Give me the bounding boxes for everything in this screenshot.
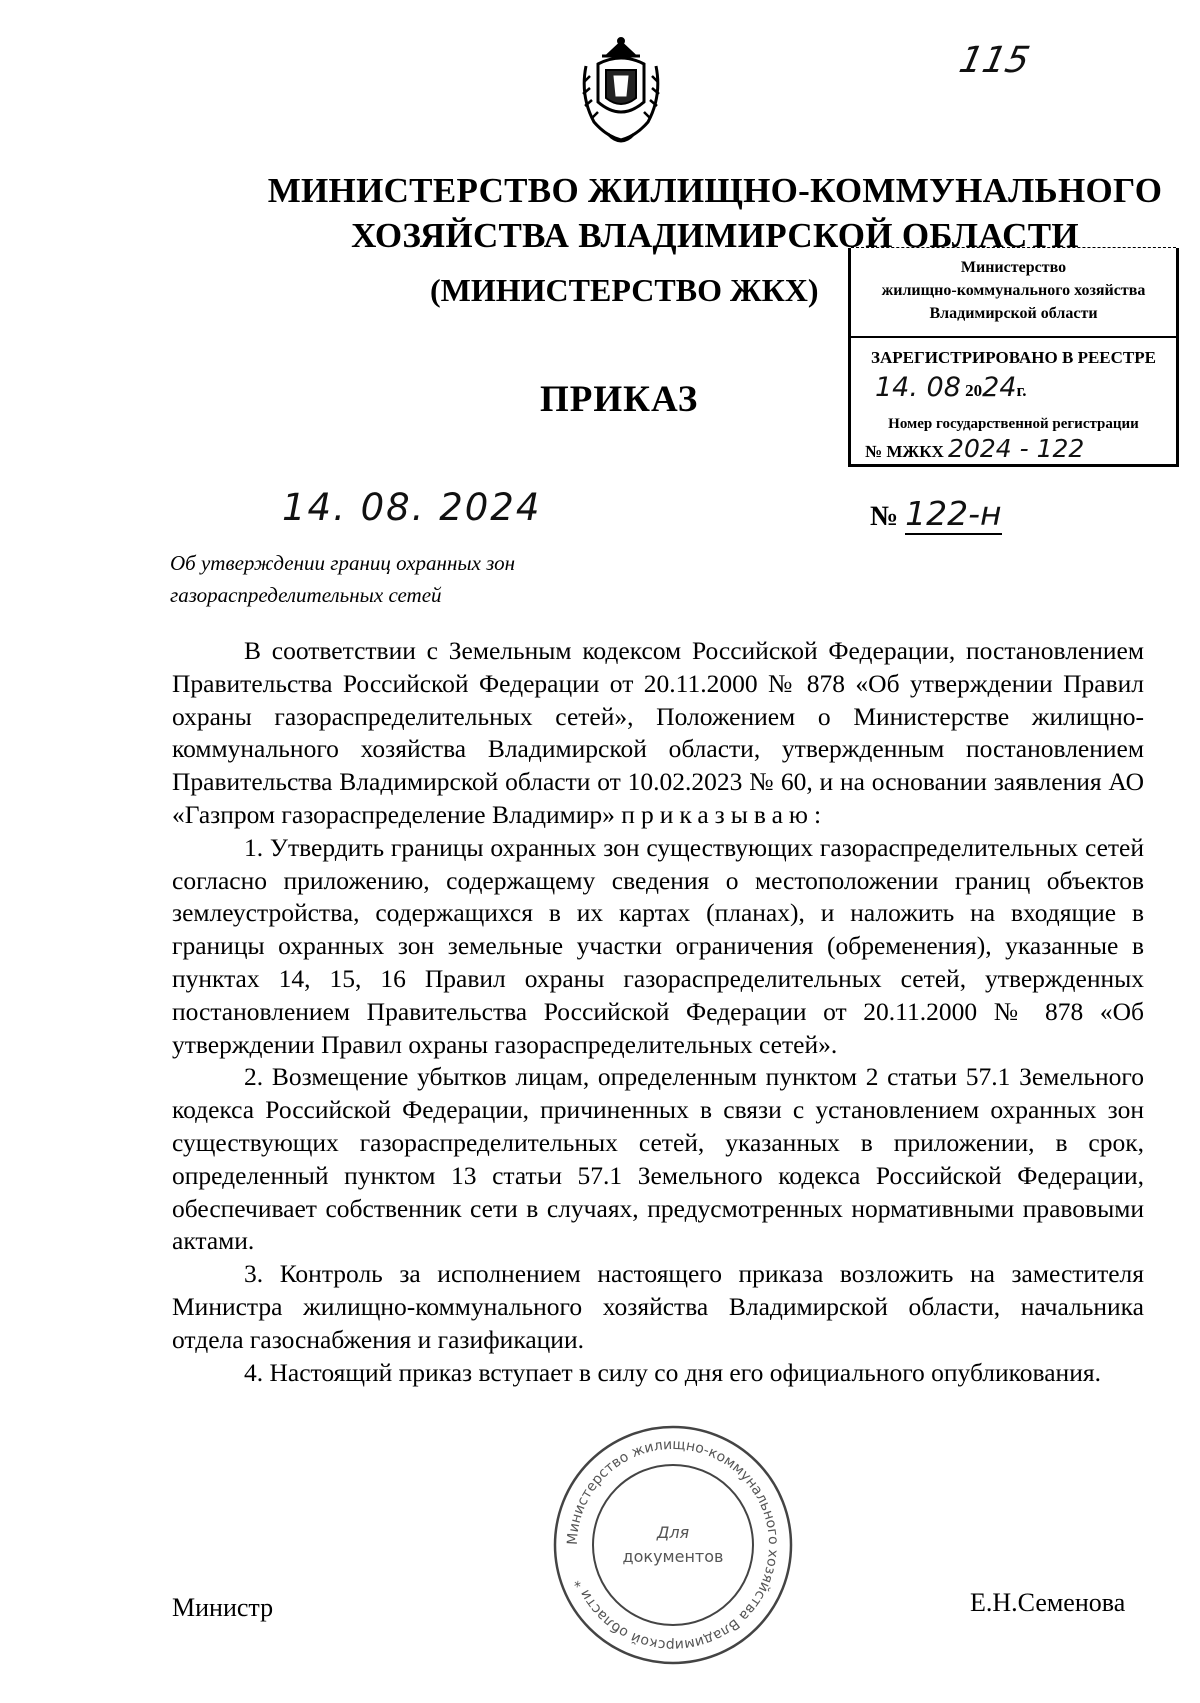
registration-date-day-month: 14. 08: [875, 372, 961, 403]
registration-org-line3: Владимирской области: [929, 305, 1098, 322]
ministry-name-line2: ХОЗЯЙСТВА ВЛАДИМИРСКОЙ ОБЛАСТИ: [351, 216, 1079, 255]
stamp-center-line2: документов: [622, 1547, 724, 1566]
handwritten-corner-number: 115: [955, 40, 1034, 81]
order-verb: приказываю:: [621, 799, 828, 829]
stamp-ring-textpath: Министерство жилищно-коммунального хозяйства Владимирской области *: [564, 1436, 782, 1654]
order-subject: [170, 547, 515, 611]
registration-date-year-unit: г.: [1016, 381, 1027, 400]
registration-org-line2: жилищно-коммунального хозяйства: [881, 282, 1146, 299]
registration-number-label: Номер государственной регистрации: [888, 416, 1139, 432]
order-item-3: 3. Контроль за исполнением настоящего приказа возложить на заместителя Министра жилищно-коммунального хозяйства Владимирской области, начальника отдела газоснабжения и газификации.: [172, 1259, 1144, 1354]
registration-stamp-box: [848, 248, 1179, 467]
preamble-paragraph: [172, 635, 1144, 832]
order-number: [870, 494, 1002, 533]
ministry-name-line1: МИНИСТЕРСТВО ЖИЛИЩНО-КОММУНАЛЬНОГО: [267, 171, 1163, 210]
registration-number-value: 2024 - 122: [948, 434, 1085, 463]
registration-number: [865, 434, 1084, 463]
coat-of-arms-icon: [576, 36, 666, 151]
order-number-value: 122-н: [905, 494, 1002, 533]
round-seal-stamp: [548, 1420, 798, 1670]
order-item-1: 1. Утвердить границы охранных зон существующих газораспределительных сетей согласно приложению, содержащему сведения о местоположении границ объектов землеустройства, содержащихся в их картах (планах), и наложить на входящие в границы охранных зон земельные участки ограничения (обременения), указанные в пунктах 14, 15, 16 Правил охраны газораспределительных сетей, утвержденных постановлением Правительства Российской Федерации от 20.11.2000 № 878 «Об утверждении Правил охраны газораспределительных сетей».: [172, 832, 1144, 1059]
ministry-name: [0, 168, 1200, 258]
registration-date-year-prefix: 20: [965, 381, 983, 400]
signatory-position: Министр: [172, 1593, 274, 1622]
order-subject-line1: Об утверждении границ охранных зон: [170, 551, 516, 575]
stamp-ring-text: [565, 1437, 781, 1653]
order-subject-line2: газораспределительных сетей: [170, 583, 442, 607]
registration-org-line1: Министерство: [960, 259, 1067, 276]
order-item-2: 2. Возмещение убытков лицам, определенным пунктом 2 статьи 57.1 Земельного кодекса Российской Федерации, причиненных в связи с установлением охранных зон существующих газораспределительных сетей, указанных в приложении, в срок, определенный пунктом 13 статьи 57.1 Земельного кодекса Российской Федерации, обеспечивает собственник сети в случаях, предусмотренных нормативными правовыми актами.: [172, 1062, 1144, 1256]
signatory-name: Е.Н.Семенова: [970, 1588, 1126, 1617]
preamble-text: В соответствии с Земельным кодексом Российской Федерации, постановлением Правительства Российской Федерации от 20.11.2000 № 878 «Об утверждении Правил охраны газораспределительных сетей», Положением о Министерстве жилищно-коммунального хозяйства Владимирской области, утвержденным постановлением Правительства Владимирской области от 10.02.2023 № 60, и на основании заявления АО «Газпром газораспределение Владимир»: [172, 636, 1144, 829]
order-number-label: №: [870, 501, 899, 532]
order-body: [172, 635, 1144, 1389]
registration-number-prefix: № МЖКХ: [865, 442, 944, 461]
registration-box-top-border: [851, 247, 1176, 248]
registration-org: [851, 256, 1176, 325]
registration-date-year-suffix: 24: [982, 372, 1017, 403]
registration-date: [875, 372, 1027, 403]
document-type-title: ПРИКАЗ: [540, 379, 699, 420]
stamp-center-line1: Для: [656, 1523, 690, 1542]
registered-label: ЗАРЕГИСТРИРОВАНО В РЕЕСТРЕ: [871, 348, 1156, 367]
order-date: 14. 08. 2024: [282, 486, 542, 529]
order-item-4: 4. Настоящий приказ вступает в силу со дня его официального опубликования.: [244, 1357, 1101, 1387]
ministry-short-name: (МИНИСТЕРСТВО ЖКХ): [430, 272, 819, 308]
registration-box-divider: [851, 336, 1176, 338]
